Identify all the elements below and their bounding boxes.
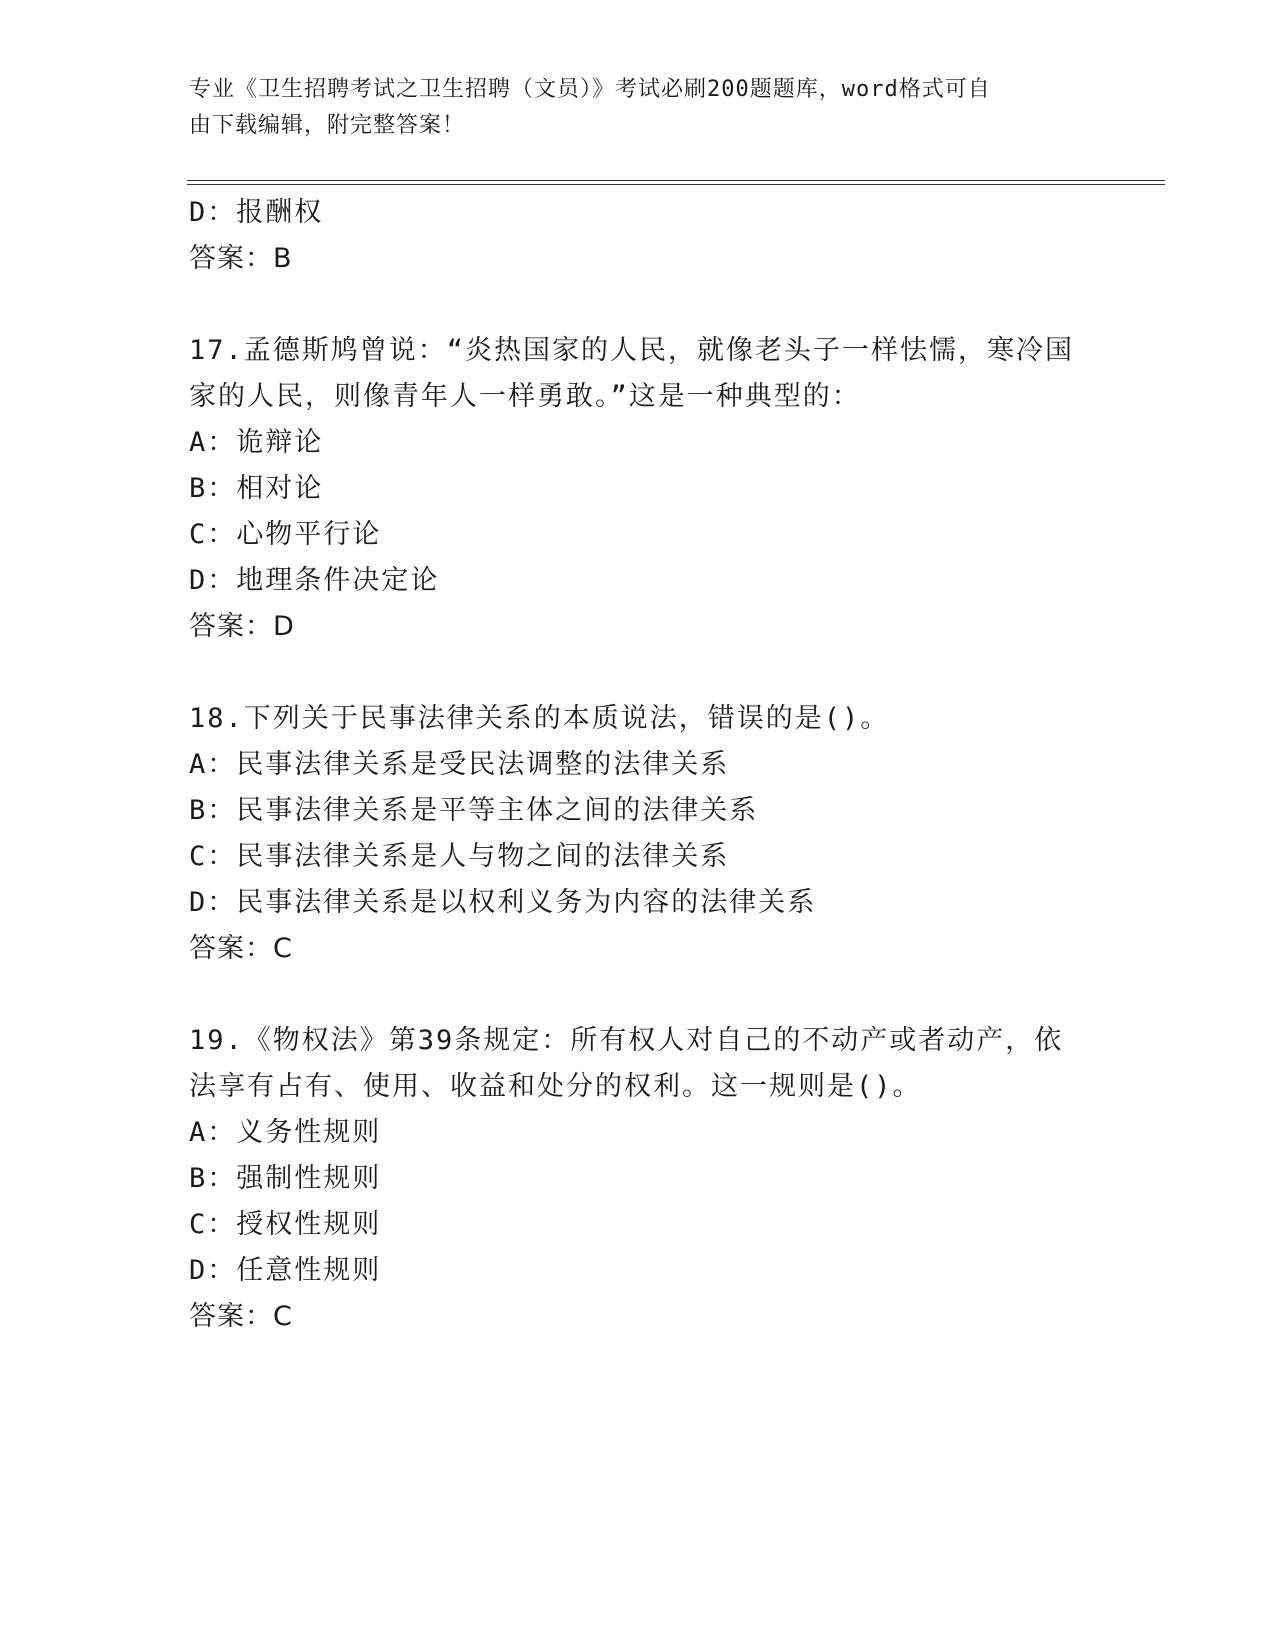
spacer [189,282,1089,328]
question-stem: 17.孟德斯鸠曾说：“炎热国家的人民，就像老头子一样怯懦，寒冷国 [189,335,1075,366]
document-body [189,190,1089,1340]
question-stem-continued: 家的人民，则像青年人一样勇敢。”这是一种典型的： [189,381,861,412]
header-line-2: 由下载编辑，附完整答案！ [189,113,466,138]
header-divider-top [187,180,1165,181]
option-c: C：民事法律关系是人与物之间的法律关系 [189,841,730,872]
question-19 [189,1018,1089,1340]
answer: 答案：D [189,611,295,642]
question-stem: 19.《物权法》第39条规定：所有权人对自己的不动产或者动产，依 [189,1025,1064,1056]
spacer [189,972,1089,1018]
option-b: B：民事法律关系是平等主体之间的法律关系 [189,795,759,826]
question-stem-continued: 法享有占有、使用、收益和处分的权利。这一规则是()。 [189,1071,922,1102]
option-c: C：心物平行论 [189,519,382,550]
option-d: D：任意性规则 [189,1255,382,1286]
answer: 答案：B [189,243,293,274]
question-17 [189,328,1089,650]
answer: 答案：C [189,933,293,964]
option-b: B：强制性规则 [189,1163,382,1194]
answer: 答案：C [189,1301,293,1332]
header-line-1: 专业《卫生招聘考试之卫生招聘（文员）》考试必刷200题题库，word格式可自 [189,77,991,102]
spacer [189,650,1089,696]
option-a: A：义务性规则 [189,1117,382,1148]
option-a: A：民事法律关系是受民法调整的法律关系 [189,749,730,780]
option-b: B：相对论 [189,473,324,504]
option-c: C：授权性规则 [189,1209,382,1240]
question-16-tail [189,190,1089,282]
option-d: D：地理条件决定论 [189,565,440,596]
question-18 [189,696,1089,972]
option-d: D：民事法律关系是以权利义务为内容的法律关系 [189,887,817,918]
header-divider-bottom [187,184,1165,185]
option-a: A：诡辩论 [189,427,324,458]
option-d: D：报酬权 [189,197,324,228]
document-header [189,72,1079,144]
question-stem: 18.下列关于民事法律关系的本质说法，错误的是()。 [189,703,890,734]
